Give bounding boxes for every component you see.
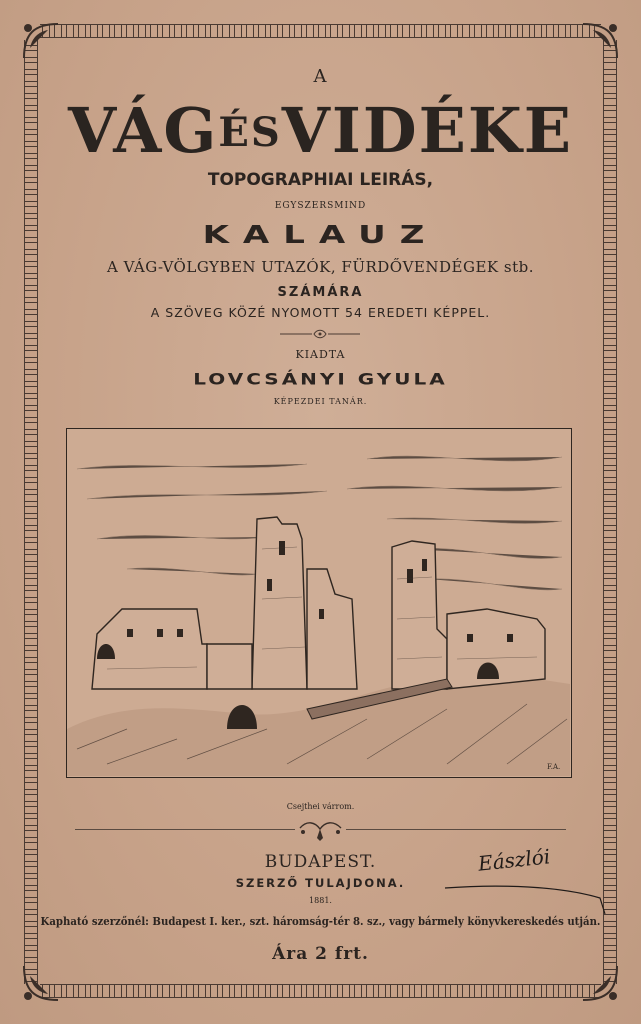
illustration-caption: Csejthei várrom. [286, 802, 355, 811]
title-article: A [313, 66, 328, 87]
illustration-monogram: F.A. [547, 763, 561, 771]
title-es: ÉS [218, 109, 282, 156]
corner-ornament-bottom-right [577, 960, 623, 1006]
lower-ornament [295, 820, 346, 842]
title-part2: VIDÉKE [281, 94, 573, 167]
book-title [0, 94, 641, 167]
kalauz-heading: KALAUZ [202, 220, 439, 250]
bottom-border-ornament [40, 984, 601, 998]
year: 1881. [309, 896, 332, 905]
availability-text: Kapható szerzőnél: Budapest I. ker., szt. háromság-tér 8. sz., vagy bármely könyvkereskedés utján. [40, 915, 601, 928]
egyszersmind-text: EGYSZERSMIND [274, 201, 367, 211]
signature-underline [440, 880, 610, 920]
subtitle: TOPOGRAPHIAI LEIRÁS, [207, 170, 434, 190]
images-note: A SZÖVEG KÖZÉ NYOMOTT 54 EREDETI KÉPPEL. [150, 305, 491, 320]
corner-ornament-top-left [18, 18, 64, 64]
szamara-text: SZÁMÁRA [277, 285, 364, 300]
city: BUDAPEST. [264, 852, 377, 872]
top-border-ornament [40, 24, 601, 38]
castle-ruin-drawing [67, 429, 570, 776]
castle-ruin-illustration [66, 428, 572, 778]
divider-ornament [270, 328, 370, 340]
price: Ára 2 frt. [272, 944, 369, 964]
author-title: KÉPEZDEI TANÁR. [273, 397, 368, 406]
kiadta-label: KIADTA [295, 348, 346, 361]
corner-ornament-top-right [577, 18, 623, 64]
author-name: LOVCSÁNYI GYULA [193, 369, 448, 389]
audience-text: A VÁG-VÖLGYBEN UTAZÓK, FÜRDŐVENDÉGEK stb. [107, 258, 534, 276]
handwritten-signature: Eászlói [476, 844, 552, 876]
lower-rule-right [346, 829, 566, 830]
lower-rule-left [75, 829, 295, 830]
title-part1: VÁG [68, 94, 219, 167]
corner-ornament-bottom-left [18, 960, 64, 1006]
publisher: SZERZŐ TULAJDONA. [235, 876, 406, 890]
